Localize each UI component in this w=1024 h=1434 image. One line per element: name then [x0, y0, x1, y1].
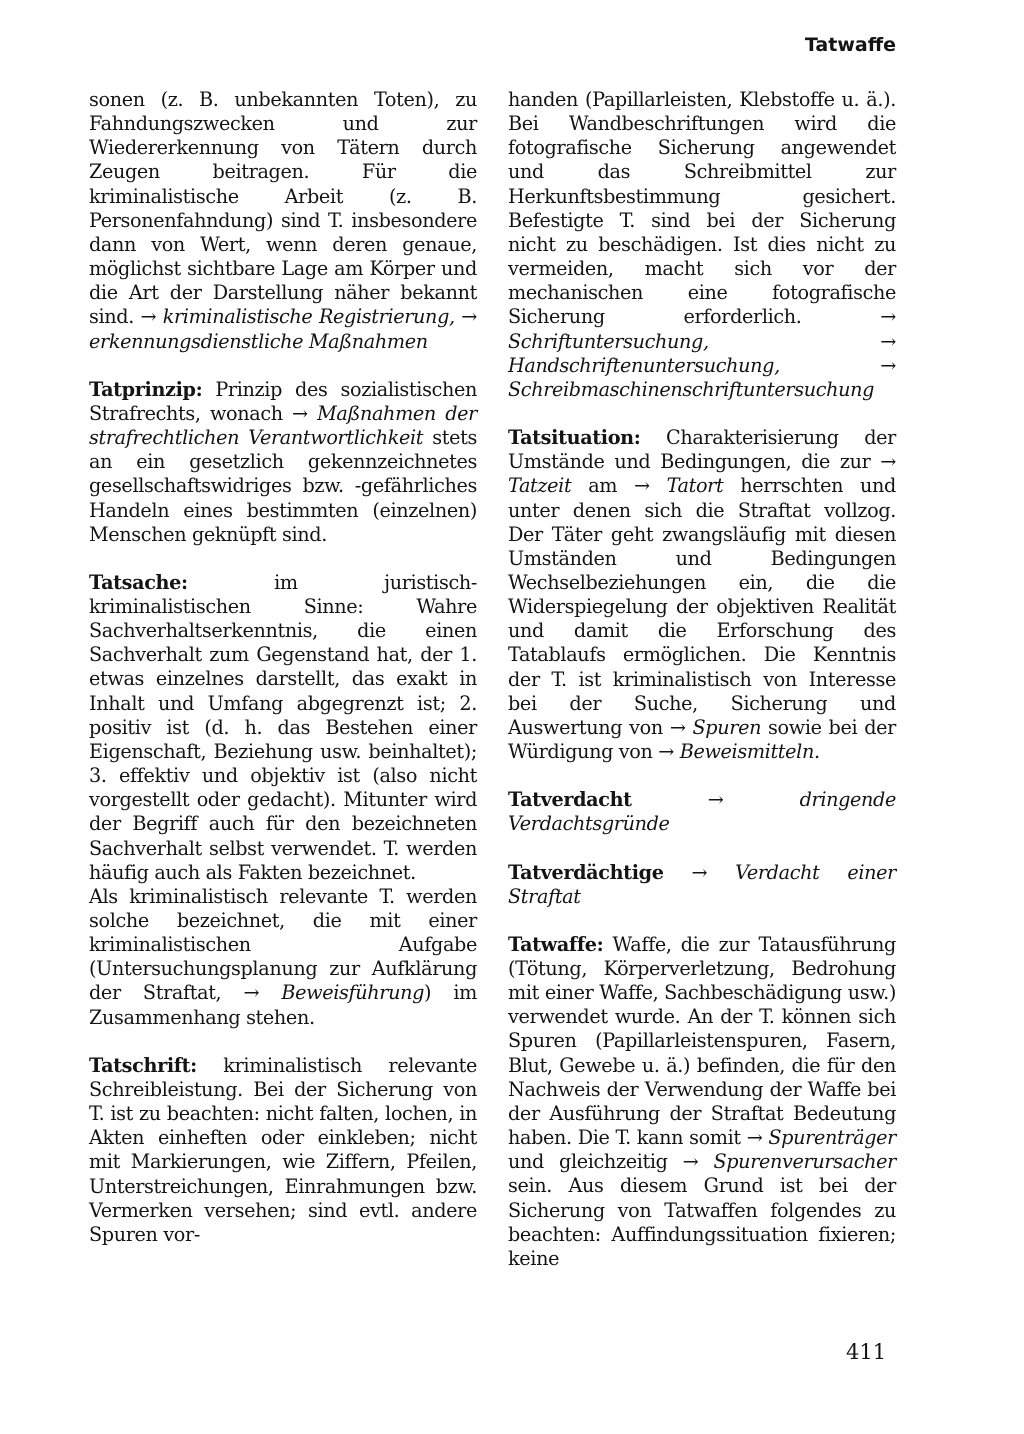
entry-text: Waffe, die zur Tatausführung (Tötung, Körperverletzung, Bedrohung mit einer Waffe, Sachbeschädigung usw.) verwendet wurde. An der T. können sich Spuren (Papillarleistenspuren, Fasern, Blut, Gewebe u. ä.) befinden, die für den Nachweis der Verwendung der Waffe bei der Ausführung der Straftat Bedeutung haben. Die T. kann somit →: [508, 932, 896, 1150]
dictionary-entry: [508, 88, 896, 402]
cross-reference: erkennungsdienstliche Maßnahmen: [89, 329, 428, 353]
dictionary-entry: [89, 571, 477, 1030]
cross-reference: Maßnahmen der strafrechtlichen Verantwortlichkeit: [89, 401, 477, 450]
entry-paragraph: [89, 378, 477, 547]
cross-reference: Spurenverursacher: [713, 1150, 896, 1174]
entry-text: Prinzip des sozialistischen Strafrechts, wonach →: [89, 377, 477, 425]
dictionary-entry: [508, 933, 896, 1271]
entry-text: →: [663, 860, 736, 884]
entry-paragraph: [508, 88, 896, 402]
entry-paragraph: [508, 788, 896, 836]
entry-paragraph: [89, 571, 477, 885]
entry-text: sein. Aus diesem Grund ist bei der Sicherung von Tatwaffen folgendes zu beachten: Auffindungssituation fixieren; keine: [508, 1174, 896, 1270]
entry-text: →: [454, 305, 477, 329]
entry-term: Tatsache:: [89, 570, 188, 594]
entry-paragraph: [89, 885, 477, 1030]
entry-term: Tatsituation:: [508, 426, 641, 450]
entry-paragraph: [508, 933, 896, 1271]
cross-reference: Spurenträger: [768, 1126, 896, 1150]
entry-term: Tatwaffe:: [508, 932, 604, 956]
left-column: [89, 88, 477, 1271]
entry-text: →: [631, 788, 800, 812]
entry-paragraph: [89, 1054, 477, 1247]
entry-text: →: [779, 353, 896, 377]
entry-text: sonen (z. B. unbekannten Toten), zu Fahndungszwecken und zur Wiedererkennung von Tätern durch Zeugen beitragen. Für die kriminalistische Arbeit (z. B. Personenfahndung) sind T. insbesondere dann von Wert, wenn deren genaue, möglichst sichtbare Lage am Körper und die Art der Darstellung näher bekannt sind. →: [89, 88, 477, 329]
running-header: Tatwaffe: [804, 34, 896, 56]
dictionary-entry: [89, 378, 477, 547]
cross-reference: Handschriftenuntersuchung,: [508, 353, 780, 377]
cross-reference: dringende Verdachtsgründe: [508, 788, 896, 836]
entry-text: Charakterisierung der Umstände und Bedingungen, die zur →: [508, 426, 896, 474]
entry-paragraph: [89, 88, 477, 354]
entry-text: im juristisch-kriminalistischen Sinne: Wahre Sachverhaltserkenntnis, die einen Sachverhalt zum Gegenstand hat, der 1. etwas einzelnes darstellt, das exakt in Inhalt und Umfang abgegrenzt ist; 2. positiv ist (d. h. das Bestehen einer Eigenschaft, Beziehung usw. beinhaltet); 3. effektiv und objektiv ist (also nicht vorgestellt oder gedacht). Mitunter wird der Begriff auch für den bezeichneten Sachverhalt selbst verwendet. T. werden häufig auch als Fakten bezeichnet.: [89, 570, 477, 884]
entry-term: Tatprinzip:: [89, 377, 203, 401]
entry-text: Als kriminalistisch relevante T. werden solche bezeichnet, die mit einer kriminalistischen Aufgabe (Untersuchungsplanung zur Aufklärung der Straftat, →: [89, 884, 477, 1005]
entry-text: und gleichzeitig →: [508, 1150, 714, 1174]
cross-reference: Schreibmaschinenschriftuntersuchung: [508, 377, 875, 401]
entry-paragraph: [508, 426, 896, 764]
dictionary-entry: [89, 1054, 477, 1247]
entry-text: am →: [571, 474, 667, 498]
entry-text: sowie bei der Würdigung von →: [508, 715, 896, 764]
cross-reference: Tatzeit: [508, 474, 572, 498]
dictionary-entry: [508, 861, 896, 909]
cross-reference: Spuren: [692, 715, 762, 739]
entry-text: kriminalistisch relevante Schreibleistung. Bei der Sicherung von T. ist zu beachten: nicht falten, lochen, in Akten einheften oder einkleben; nicht mit Markierungen, wie Ziffern, Pfeilen, Unterstreichungen, Einrahmungen bzw. Vermerken versehen; sind evtl. andere Spuren vor-: [89, 1053, 477, 1246]
entry-text: →: [708, 329, 896, 353]
entry-text: ) im Zusammenhang stehen.: [89, 981, 477, 1029]
cross-reference: Verdacht einer Straftat: [508, 860, 896, 908]
dictionary-entry: [89, 88, 477, 354]
entry-term: Tatschrift:: [89, 1053, 197, 1077]
dictionary-entry: [508, 426, 896, 764]
cross-reference: Schriftuntersuchung,: [508, 329, 709, 353]
entry-text: stets an ein gesetzlich gekennzeichnetes gesellschaftswidriges bzw. -gefährliches Handeln eines bestimmten (einzelnen) Menschen geknüpft sind.: [89, 426, 477, 546]
entry-text: handen (Papillarleisten, Klebstoffe u. ä.). Bei Wandbeschriftungen wird die fotografische Sicherung angewendet und das Schreibmittel zur Herkunftsbestimmung gesichert. Befestigte T. sind bei der Sicherung nicht zu beschädigen. Ist dies nicht zu vermeiden, macht sich vor der mechanischen eine fotografische Sicherung erforderlich. →: [508, 88, 896, 329]
entry-paragraph: [508, 861, 896, 909]
page-number: 411: [846, 1340, 887, 1364]
entry-term: Tatverdacht: [508, 788, 632, 812]
entry-text: herrschten und unter denen sich die Straftat vollzog. Der Täter geht zwangsläufig mit diesen Umständen und Bedingungen Wechselbeziehungen ein, die die Widerspiegelung der objektiven Realität und damit die Erforschung des Tatablaufs ermöglichen. Die Kenntnis der T. ist kriminalistisch von Interesse bei der Suche, Sicherung und Auswertung von →: [508, 474, 896, 739]
right-column: [508, 88, 896, 1295]
dictionary-entry: [508, 788, 896, 836]
cross-reference: Tatort: [666, 474, 724, 498]
cross-reference: Beweisführung: [281, 981, 425, 1005]
entry-term: Tatverdächtige: [508, 860, 664, 884]
cross-reference: Beweismitteln.: [679, 740, 820, 764]
cross-reference: kriminalistische Registrierung,: [162, 305, 455, 329]
